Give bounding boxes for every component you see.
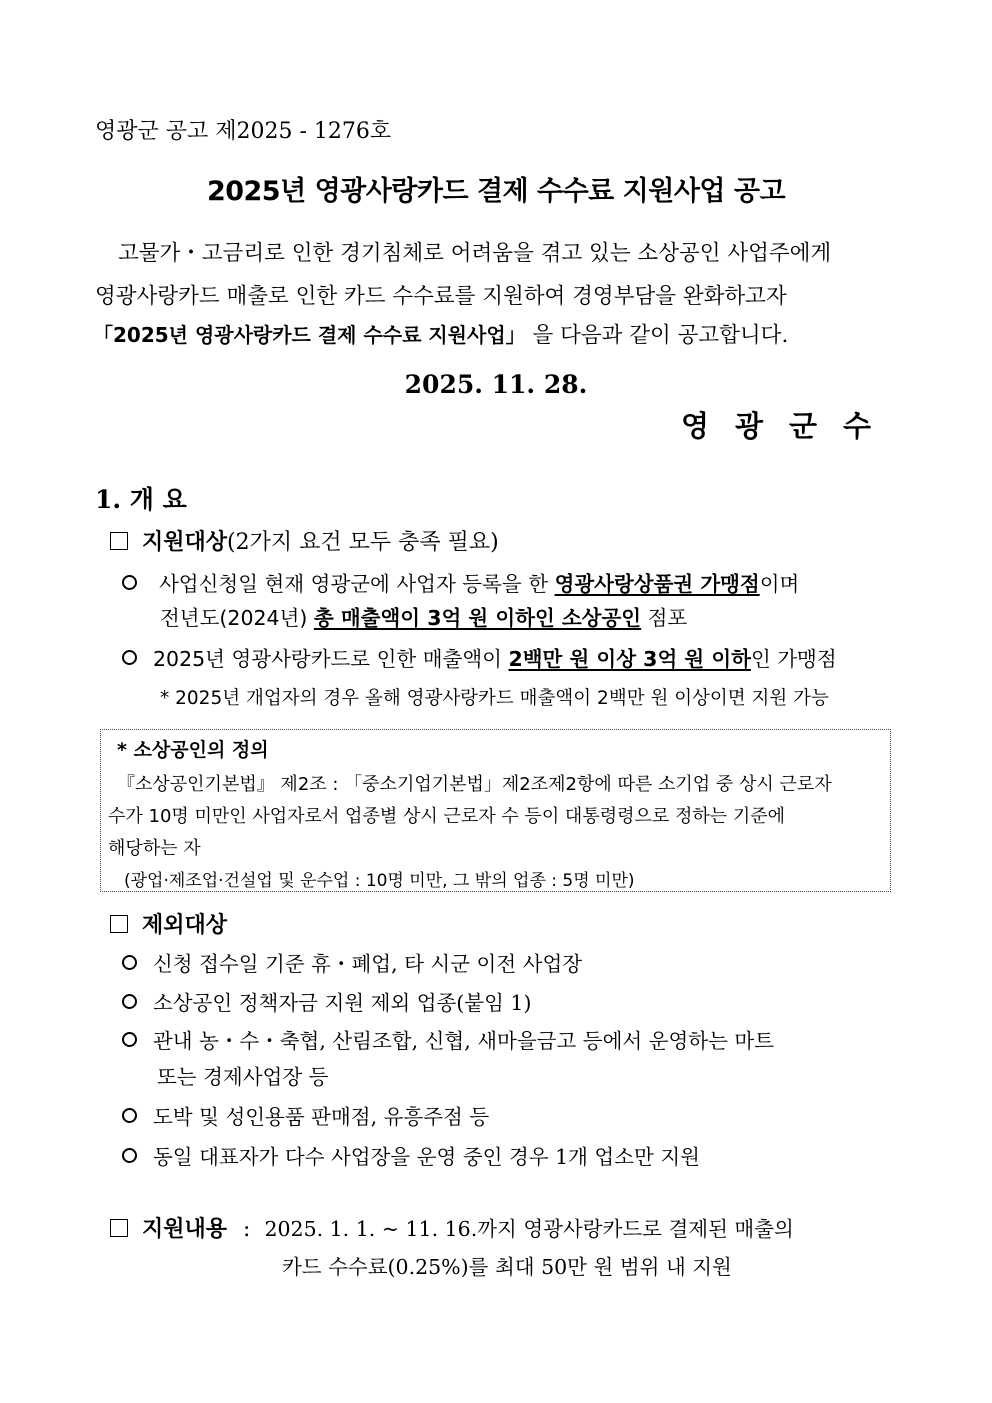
exclusion-item-5-text: 동일 대표자가 다수 사업장을 운영 중인 경우 1개 업소만 지원: [153, 1145, 700, 1169]
target-item-1-emphasis: 영광사랑상품권 가맹점: [554, 572, 760, 596]
exclusion-item-1: [122, 947, 582, 977]
target-item-1-cont: [160, 601, 687, 631]
target-item-2-text: 2025년 영광사랑카드로 인한 매출액이: [153, 647, 509, 671]
support-colon: :: [243, 1217, 251, 1242]
exclusion-item-2: [122, 986, 531, 1016]
target-item-1-prior-year: 전년도(2024년): [160, 606, 314, 630]
intro-line-1: 고물가・고금리로 인한 경기침체로 어려움을 겪고 있는 소상공인 사업주에게: [118, 241, 832, 266]
definition-line-4: (광업·제조업·건설업 및 운수업 : 10명 미만, 그 밖의 업종 : 5명 미만): [124, 871, 635, 891]
circle-bullet-icon: [122, 994, 137, 1009]
exclusion-heading: [110, 908, 227, 939]
exclusion-item-3-text: 관내 농・수・축협, 산림조합, 신협, 새마을금고 등에서 운영하는 마트: [153, 1029, 775, 1053]
target-item-1-sales-limit: 총 매출액이 3억 원 이하인 소상공인: [313, 606, 642, 630]
definition-line-3: 해당하는 자: [108, 838, 201, 859]
exclusion-item-5: [122, 1140, 700, 1170]
circle-bullet-icon: [122, 1148, 137, 1163]
support-label: 지원내용: [142, 1216, 228, 1242]
definition-line-2: 수가 10명 미만인 사업자로서 업종별 상시 근로자 수 등이 대통령령으로 정하는 기준에: [108, 806, 786, 827]
support-line-2: 카드 수수료(0.25%)를 최대 50만 원 범위 내 지원: [282, 1255, 732, 1279]
circle-bullet-icon: [122, 955, 137, 970]
exclusion-item-3-cont: 또는 경제사업장 등: [157, 1065, 329, 1089]
target-note: * 2025년 개업자의 경우 올해 영광사랑카드 매출액이 2백만 원 이상이면 지원 가능: [160, 688, 829, 709]
circle-bullet-icon: [122, 1108, 137, 1123]
target-item-1-text: 사업신청일 현재 영광군에 사업자 등록을 한: [159, 572, 555, 596]
target-item-1-suffix: 이며: [759, 572, 800, 596]
target-label: 지원대상: [142, 530, 228, 555]
target-item-1: [122, 567, 799, 597]
exclusion-item-3: [122, 1024, 774, 1054]
exclusion-item-4: [122, 1100, 489, 1130]
circle-bullet-icon: [122, 1032, 137, 1047]
square-bullet-icon: [110, 532, 128, 550]
target-condition: (2가지 요건 모두 충족 필요): [227, 530, 499, 555]
target-heading: [110, 525, 499, 556]
support-heading: [110, 1212, 794, 1243]
signer: 영광군수: [680, 409, 897, 443]
exclusion-item-1-text: 신청 접수일 기준 휴・폐업, 타 시군 이전 사업장: [153, 952, 583, 976]
page-title: 2025년 영광사랑카드 결제 수수료 지원사업 공고: [206, 176, 786, 207]
target-item-2: [122, 642, 837, 672]
notice-date: 2025. 11. 28.: [404, 370, 588, 399]
exclusion-label: 제외대상: [142, 912, 228, 938]
intro-line-3: [93, 318, 788, 349]
intro-line-3-rest: 을 다음과 같이 공고합니다.: [525, 323, 789, 348]
square-bullet-icon: [110, 915, 128, 933]
notice-number: 영광군 공고 제2025 - 1276호: [95, 119, 392, 144]
target-item-1-end: 점포: [641, 606, 688, 630]
definition-line-1: 『소상공인기본법』 제2조 : 「중소기업기본법」제2조제2항에 따른 소기업 중 상시 근로자: [117, 774, 832, 795]
circle-bullet-icon: [122, 575, 137, 590]
circle-bullet-icon: [122, 650, 137, 665]
square-bullet-icon: [110, 1219, 128, 1237]
intro-line-2: 영광사랑카드 매출로 인한 카드 수수료를 지원하여 경영부담을 완화하고자: [95, 284, 787, 309]
target-item-2-emphasis: 2백만 원 이상 3억 원 이하: [508, 647, 751, 671]
definition-title: * 소상공인의 정의: [117, 739, 269, 761]
target-item-2-suffix: 인 가맹점: [750, 647, 837, 671]
section-heading-overview: 1. 개 요: [95, 485, 187, 514]
support-line-1: 2025. 1. 1. ~ 11. 16.까지 영광사랑카드로 결제된 매출의: [264, 1217, 794, 1241]
program-name: 「2025년 영광사랑카드 결제 수수료 지원사업」: [93, 323, 526, 347]
exclusion-item-2-text: 소상공인 정책자금 지원 제외 업종(붙임 1): [153, 991, 532, 1015]
exclusion-item-4-text: 도박 및 성인용품 판매점, 유흥주점 등: [153, 1105, 490, 1129]
